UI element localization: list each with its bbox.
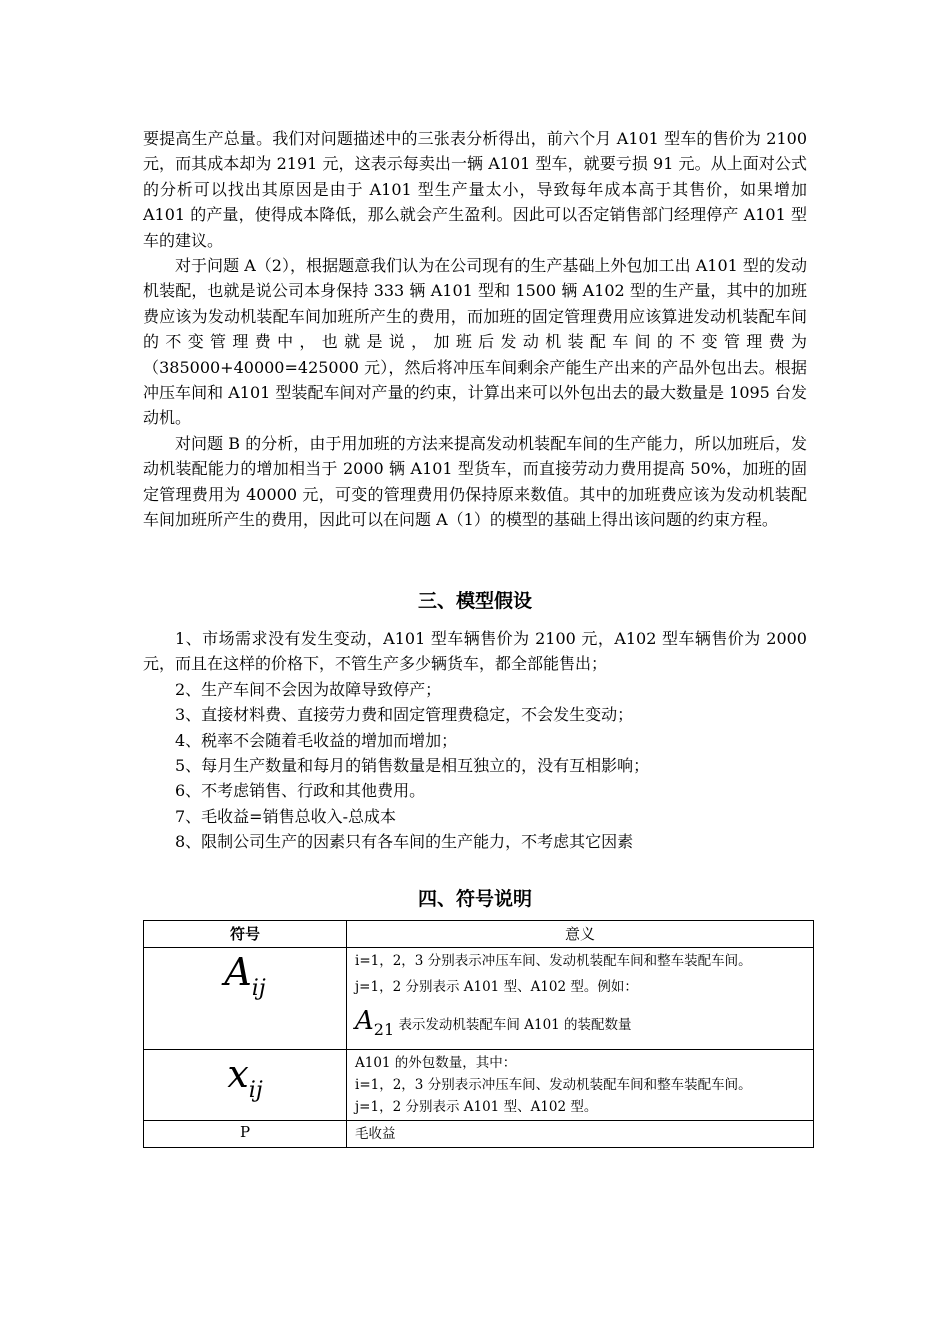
assumption-item: 8、限制公司生产的因素只有各车间的生产能力，不考虑其它因素 [175,832,634,852]
example-base: A [355,1006,374,1036]
meaning-line: i=1，2，3 分别表示冲压车间、发动机装配车间和整车装配车间。 [355,1077,752,1094]
symbol-cell-x [144,1050,347,1121]
table-row [144,1050,814,1121]
header-symbol: 符号 [144,921,347,948]
table-row [144,948,814,1050]
meaning-cell-x [347,1050,814,1121]
symbol-base: A [224,950,252,994]
symbol-x-ij [227,1052,262,1113]
assumption-item: 3、直接材料费、直接劳力费和固定管理费稳定，不会发生变动； [175,705,634,725]
example-subscript: 21 [373,1020,395,1040]
assumption-item: 1、市场需求没有发生变动，A101 型车辆售价为 2100 元，A102 型车辆售价为 2000 元，而且在这样的价格下，不管生产多少辆货车，都全部能售出； [143,629,807,674]
assumption-item: 2、生产车间不会因为故障导致停产； [175,679,442,699]
symbol-base: x [227,1052,249,1097]
assumption-item: 4、税率不会随着毛收益的增加而增加； [175,730,458,750]
paragraph-1: 要提高生产总量。我们对问题描述中的三张表分析得出，前六个月 A101 型车的售价为 2100 元，而其成本却为 2191 元，这表示每卖出一辆 A101 型车，就要亏损 91 元。从上面对公式的分析可以找出其原因是由于 A101 型生产量太小，导致每年成本高于其售价，如果增加 A101 的产量，使得成本降低，那么就会产生盈利。因此可以否定销售部门经理停产 A101 型车的建议。 [143,129,807,250]
meaning-line: A101 的外包数量，其中： [355,1055,517,1072]
meaning-line: i=1，2，3 分别表示冲压车间、发动机装配车间和整车装配车间。 [355,953,752,969]
paragraph-3: 对问题 B 的分析，由于用加班的方法来提高发动机装配车间的生产能力，所以加班后，发动机装配能力的增加相当于 2000 辆 A101 型货车，而直接劳动力费用提高 50%，加班的固定管理费用为 40000 元，可变的管理费用仍保持原来数值。其中的加班费应该为发动机装配车间加班所产生的费用，因此可以在问题 A（1）的模型的基础上得出该问题的约束方程。 [143,433,807,530]
meaning-line: j=1，2 分别表示 A101 型、A102 型。 [355,1099,598,1116]
section-heading-symbols: 四、符号说明 [417,888,532,910]
body-paragraphs [143,126,807,533]
table-header-row [144,921,814,948]
symbol-cell-p: P [144,1121,347,1148]
section-heading-model-assumptions: 三、模型假设 [417,590,532,612]
assumption-list [143,626,807,855]
header-meaning: 意义 [347,921,814,948]
assumption-item: 5、每月生产数量和每月的销售数量是相互独立的，没有互相影响； [175,756,650,776]
meaning-example-line [355,1004,805,1047]
example-symbol [355,1006,395,1040]
paragraph-2: 对于问题 A（2），根据题意我们认为在公司现有的生产基础上外包加工出 A101 型的发动机装配，也就是说公司本身保持 333 辆 A101 型和 1500 辆 A102 型的生产量，其中的加班费应该为发动机装配车间加班所产生的费用，而加班的固定管理费用应该算进发动机装配车间的不变管理费中，也就是说，加班后发动机装配车间的不变管理费为（385000+40000=425000 元），然后将冲压车间剩余产能生产出来的产品外包出去。根据冲压车间和 A101 型装配车间对产量的约束，计算出来可以外包出去的最大数量是 1095 台发动机。 [143,256,807,428]
meaning-line: j=1，2 分别表示 A101 型、A102 型。例如： [355,979,638,995]
meaning-cell-a [347,948,814,1050]
symbol-table [143,920,814,1148]
symbol-a-ij [224,950,265,1011]
symbol-subscript: ij [248,1078,263,1104]
symbol-subscript: ij [251,976,266,1001]
symbol-cell-a [144,948,347,1050]
meaning-cell-p: 毛收益 [347,1121,814,1148]
assumption-item: 6、不考虑销售、行政和其他费用。 [175,781,426,801]
example-text: 表示发动机装配车间 A101 的装配数量 [398,1017,632,1033]
table-row [144,1121,814,1148]
assumption-item: 7、毛收益=销售总收入-总成本 [175,806,396,826]
